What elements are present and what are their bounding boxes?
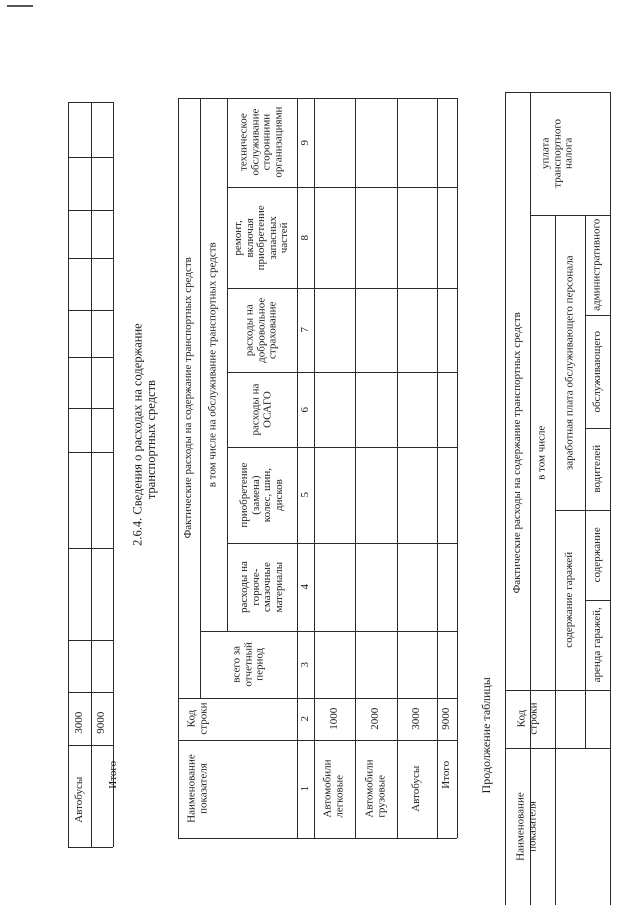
- row-label-trucks: Автомобили грузовые: [363, 759, 388, 819]
- cont-header-service-staff: обслуживающего: [590, 330, 603, 413]
- header-tires: приобретение (замена) колес, шин, дисков: [237, 462, 285, 528]
- colnum-3: 3: [298, 661, 311, 668]
- header-voluntary-insurance: расходы на добровольное страхование: [243, 297, 279, 363]
- table-row: [397, 740, 437, 838]
- cont-header-garages: содержание гаражей: [563, 552, 576, 648]
- cont-header-tax: уплата транспортного налога: [539, 119, 575, 188]
- top-bus-code: 3000: [72, 711, 85, 734]
- cont-header-name: Наименование показателя: [514, 792, 539, 861]
- cont-header-salary: заработная плата обслуживающего персонала: [563, 255, 576, 470]
- header-repair: ремонт, включая приобретение запасных частей: [232, 204, 291, 271]
- top-total-code: 9000: [95, 711, 108, 734]
- header-maintenance: техническое обслуживание сторонними организациями: [237, 106, 285, 179]
- row-code-cars: 1000: [327, 707, 340, 730]
- top-bus-label: Автобусы: [72, 776, 85, 823]
- top-total-label: Итого: [106, 760, 119, 789]
- section-title: 2.6.4. Сведения о расходах на содержание: [130, 323, 145, 547]
- row-label-total: Итого: [440, 761, 453, 789]
- colnum-5: 5: [298, 492, 311, 498]
- header-actual-expenses: Фактические расходы на содержание транспортных средств: [182, 257, 195, 539]
- cont-header-drivers: водителей: [590, 445, 603, 493]
- header-incl-service: в том числе на обслуживание транспортных средств: [206, 242, 219, 487]
- cont-header-maint: содержание: [590, 527, 603, 583]
- table-row: [314, 740, 355, 838]
- header-fuel: расходы на горюче-смазочные материалы: [237, 561, 285, 613]
- cont-header-code: Код строки: [514, 702, 539, 736]
- colnum-8: 8: [298, 234, 311, 241]
- colnum-9: 9: [298, 139, 311, 146]
- header-name: Наименование показателя: [185, 754, 209, 824]
- colnum-6: 6: [298, 406, 311, 413]
- cont-header-rent: аренда гаражей,: [590, 607, 603, 683]
- cont-header-actual: Фактические расходы на содержание транспортных средств: [510, 311, 523, 594]
- scan-artifact: [7, 5, 33, 7]
- row-label-buses: Автобусы: [410, 766, 423, 812]
- cont-header-incl: в том числе: [535, 425, 548, 480]
- header-total-period: всего за отчетный период: [230, 642, 266, 687]
- colnum-7: 7: [298, 327, 311, 333]
- header-code: Код строки: [185, 702, 209, 736]
- section-subtitle: транспортных средств: [144, 380, 159, 500]
- header-osago: расходы на ОСАГО: [249, 383, 273, 436]
- colnum-2: 2: [298, 716, 311, 722]
- colnum-1: 1: [298, 786, 311, 792]
- row-label-cars: Автомобили легковые: [321, 759, 346, 819]
- row-code-total: 9000: [440, 707, 453, 730]
- colnum-4: 4: [298, 584, 311, 590]
- cont-header-admin: административного: [590, 218, 603, 312]
- row-code-trucks: 2000: [369, 707, 382, 730]
- row-code-buses: 3000: [410, 707, 423, 730]
- table-row: [355, 740, 397, 838]
- continuation-label: Продолжение таблицы: [478, 676, 493, 794]
